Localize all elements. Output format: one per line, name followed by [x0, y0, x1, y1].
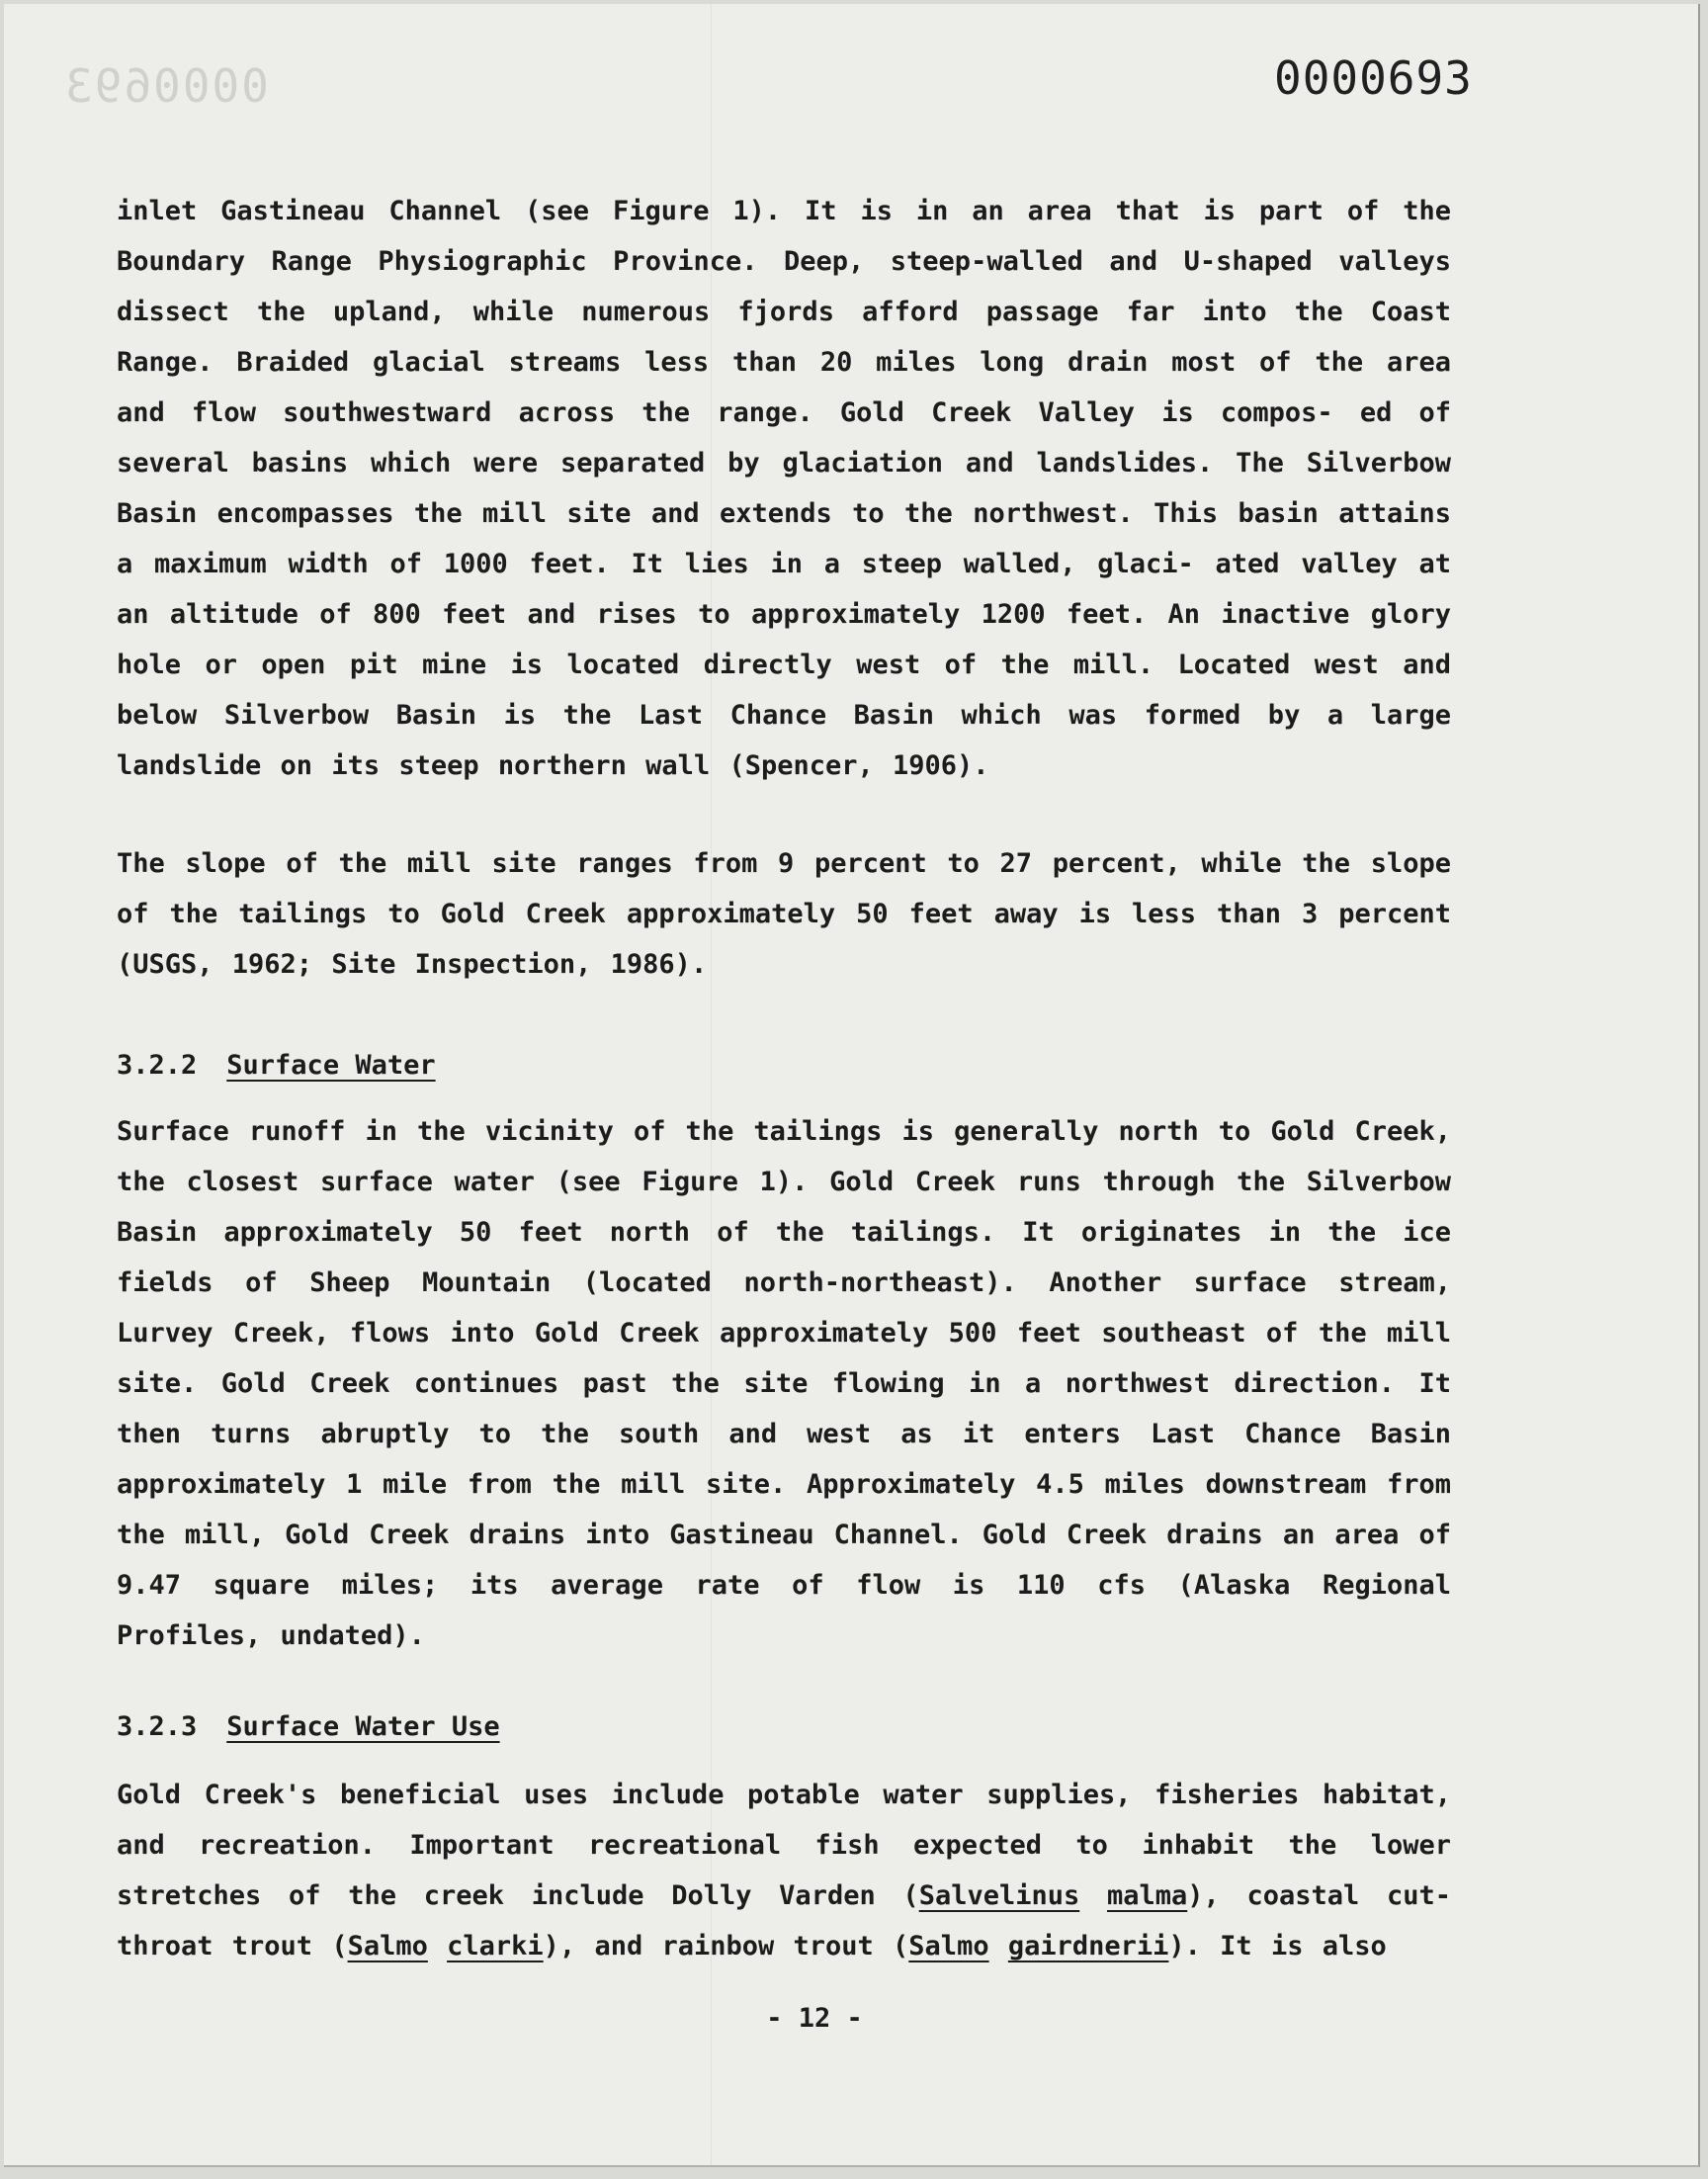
species-genus: Salvelinus	[918, 1880, 1080, 1911]
section-heading-surface-water-use	[117, 1707, 500, 1747]
section-number: 3.2.2	[117, 1050, 198, 1081]
section-title: Surface Water Use	[226, 1711, 500, 1742]
paragraph-surface-water-use	[117, 1770, 1451, 1971]
species-epithet: gairdnerii	[1007, 1931, 1169, 1961]
species-genus: Salmo	[908, 1931, 989, 1961]
text-run: Gold Creek's beneficial uses include potable water supplies, fisheries habitat, and recreation. Important recreational fish expected to inhabit the lower stretches of the creek include Dolly Varden (	[117, 1780, 1451, 1911]
paragraph-slope: The slope of the mill site ranges from 9 percent to 27 percent, while the slope of the tailings to Gold Creek approximately 50 feet away is less than 3 percent (USGS, 1962; Site Inspection, 1986).	[117, 848, 1451, 980]
text-run: ), coastal cut- throat trout (	[117, 1880, 1451, 1961]
paragraph-physiography: inlet Gastineau Channel (see Figure 1). It is in an area that is part of the Boundary Range Physiographic Province. Deep, steep-walled and U-shaped valleys dissect the upland, while numerous fjords afford passage far into the Coast Range. Braided glacial streams less than 20 miles long drain most of the area and flow southwestward across the range. Gold Creek Valley is compos- ed of several basins which were separated by glaciation and landslides. The Silverbow Basin encompasses the mill site and extends to the northwest. This basin attains a maximum width of 1000 feet. It lies in a steep walled, glaci- ated valley at an altitude of 800 feet and rises to approximately 1200 feet. An inactive glory hole or open pit mine is located directly west of the mill. Located west and below Silverbow Basin is the Last Chance Basin which was formed by a large landslide on its steep northern wall (Spencer, 1906).	[117, 196, 1451, 781]
paragraph-surface-water: Surface runoff in the vicinity of the tailings is generally north to Gold Creek, the closest surface water (see Figure 1). Gold Creek runs through the Silverbow Basin approximately 50 feet north of the tailings. It originates in the ice fields of Sheep Mountain (located north-northeast). Another surface stream, Lurvey Creek, flows into Gold Creek approximately 500 feet southeast of the mill site. Gold Creek continues past the site flowing in a northwest direction. It then turns abruptly to the south and west as it enters Last Chance Basin approximately 1 mile from the mill site. Approximately 4.5 miles downstream from the mill, Gold Creek drains into Gastineau Channel. Gold Creek drains an area of 9.47 square miles; its average rate of flow is 110 cfs (Alaska Regional Profiles, undated).	[117, 1116, 1451, 1651]
page-number: - 12 -	[766, 2003, 863, 2034]
text-run: ), and rainbow trout (	[543, 1931, 909, 1961]
section-number: 3.2.3	[117, 1711, 198, 1742]
species-epithet: clarki	[447, 1931, 544, 1961]
document-page	[4, 4, 1700, 2167]
text-run: ). It is also	[1168, 1931, 1387, 1961]
species-genus: Salmo	[347, 1931, 428, 1961]
bleed-through-stamp: 0000693	[63, 59, 269, 113]
section-heading-surface-water	[117, 1046, 436, 1086]
section-title: Surface Water	[226, 1050, 436, 1081]
document-number-stamp: 0000693	[1274, 51, 1473, 105]
species-epithet: malma	[1106, 1880, 1188, 1911]
